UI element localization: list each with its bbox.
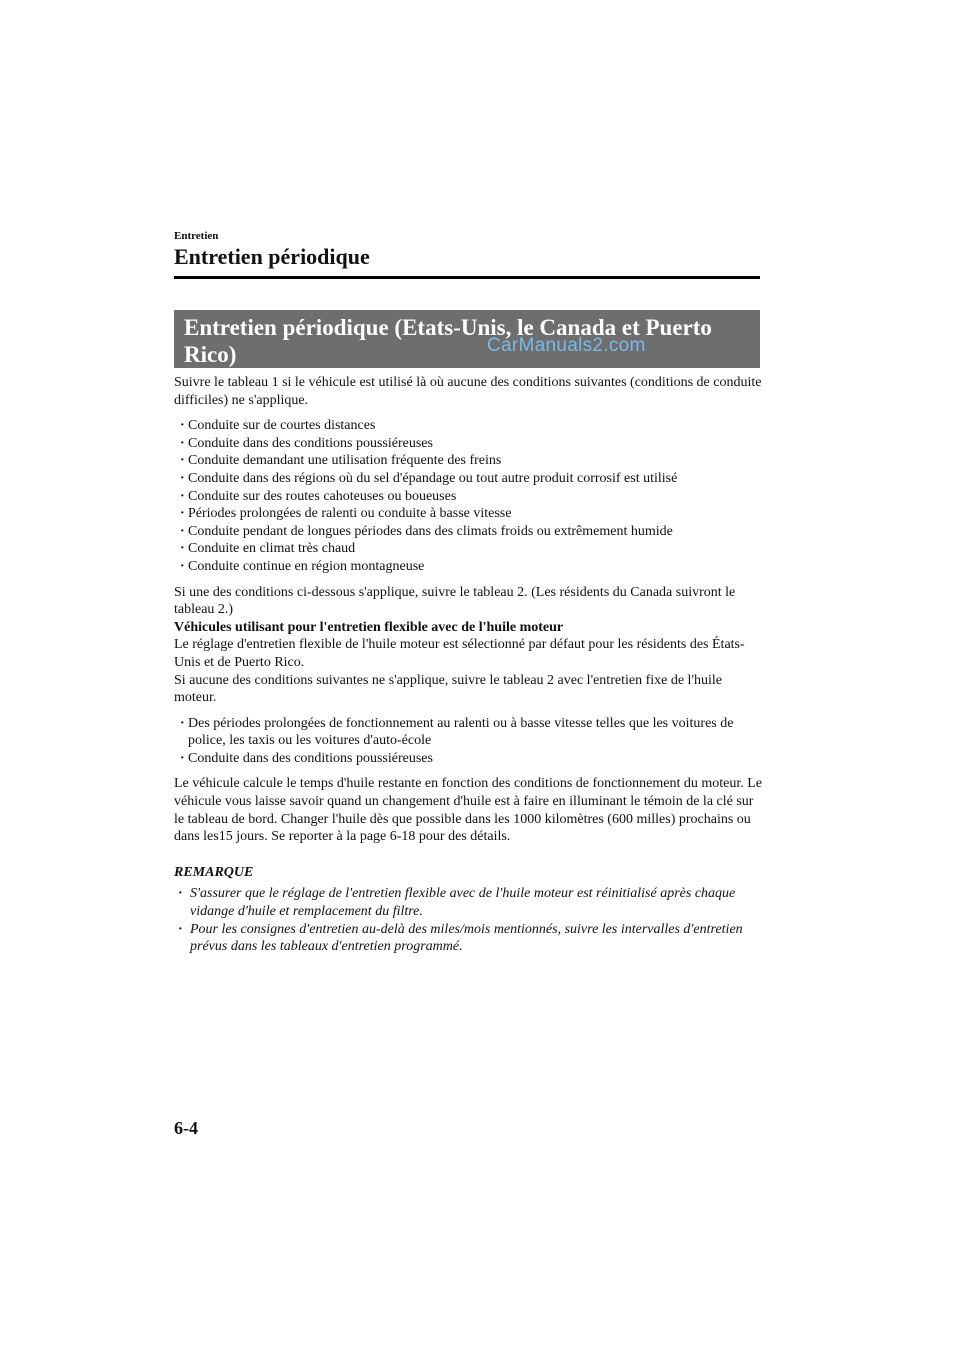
header-rule <box>174 276 760 279</box>
main-content <box>174 374 764 956</box>
list-item: · Périodes prolongées de ralenti ou conduite à basse vitesse <box>182 505 764 523</box>
list-item: · Conduite dans des conditions poussiéreuses <box>182 435 764 453</box>
flex-conditions-list <box>174 715 764 768</box>
flex-paragraph-1: Le réglage d'entretien flexible de l'huile moteur est sélectionné par défaut pour les résidents des États-Unis et de Puerto Rico. <box>174 637 745 670</box>
severe-conditions-list <box>174 417 764 575</box>
watermark-logo: CarManuals2.com <box>487 335 646 356</box>
note-item: · Pour les consignes d'entretien au-delà des miles/mois mentionnés, suivre les intervalles d'entretien prévus dans les tableaux d'entretien programmé. <box>190 921 764 956</box>
page-number: 6-4 <box>174 1118 198 1138</box>
list-item: · Conduite dans des conditions poussiéreuses <box>182 750 764 768</box>
remarque-notes <box>174 885 764 955</box>
banner-title: Entretien périodique (Etats-Unis, le Canada et Puerto Rico) <box>184 315 712 367</box>
list-item: · Conduite en climat très chaud <box>182 540 764 558</box>
note-item: · S'assurer que le réglage de l'entretien flexible avec de l'huile moteur est réinitialisé après chaque vidange d'huile et remplacement du filtre. <box>190 885 764 920</box>
flex-paragraph-2: Si aucune des conditions suivantes ne s'applique, suivre le tableau 2 avec l'entretien fixe de l'huile moteur. <box>174 672 722 706</box>
list-item: · Conduite demandant une utilisation fréquente des freins <box>182 452 764 470</box>
chapter-label: Entretien <box>174 230 219 242</box>
list-item: · Conduite pendant de longues périodes dans des climats froids ou extrêmement humide <box>182 523 764 541</box>
list-item: · Conduite dans des régions où du sel d'épandage ou tout autre produit corrosif est utilisé <box>182 470 764 488</box>
list-item: · Conduite continue en région montagneuse <box>182 558 764 576</box>
remarque-title: REMARQUE <box>174 864 254 880</box>
section-title: Entretien périodique <box>174 244 370 269</box>
list-item: · Conduite sur de courtes distances <box>182 417 764 435</box>
intro-paragraph: Suivre le tableau 1 si le véhicule est utilisé là où aucune des conditions suivantes (conditions de conduite difficiles) ne s'applique. <box>174 375 762 408</box>
list-item: · Conduite sur des routes cahoteuses ou boueuses <box>182 488 764 506</box>
schedule-2-paragraph: Si une des conditions ci-dessous s'applique, suivre le tableau 2. (Les résidents du Canada suivront le tableau 2.) <box>174 584 736 618</box>
topic-banner <box>174 310 760 368</box>
oil-life-paragraph: Le véhicule calcule le temps d'huile restante en fonction des conditions de fonctionnement du moteur. Le véhicule vous laisse savoir quand un changement d'huile est à faire en illuminant le témoin de la clé sur le tableau de bord. Changer l'huile dès que possible dans les 1000 kilomètres (600 milles) prochains ou dans les15 jours. Se reporter à la page 6-18 pour des détails. <box>174 776 762 845</box>
flex-heading: Véhicules utilisant pour l'entretien flexible avec de l'huile moteur <box>174 619 564 635</box>
list-item: · Des périodes prolongées de fonctionnement au ralenti ou à basse vitesse telles que les voitures de police, les taxis ou les voitures d'auto-école <box>182 715 764 750</box>
